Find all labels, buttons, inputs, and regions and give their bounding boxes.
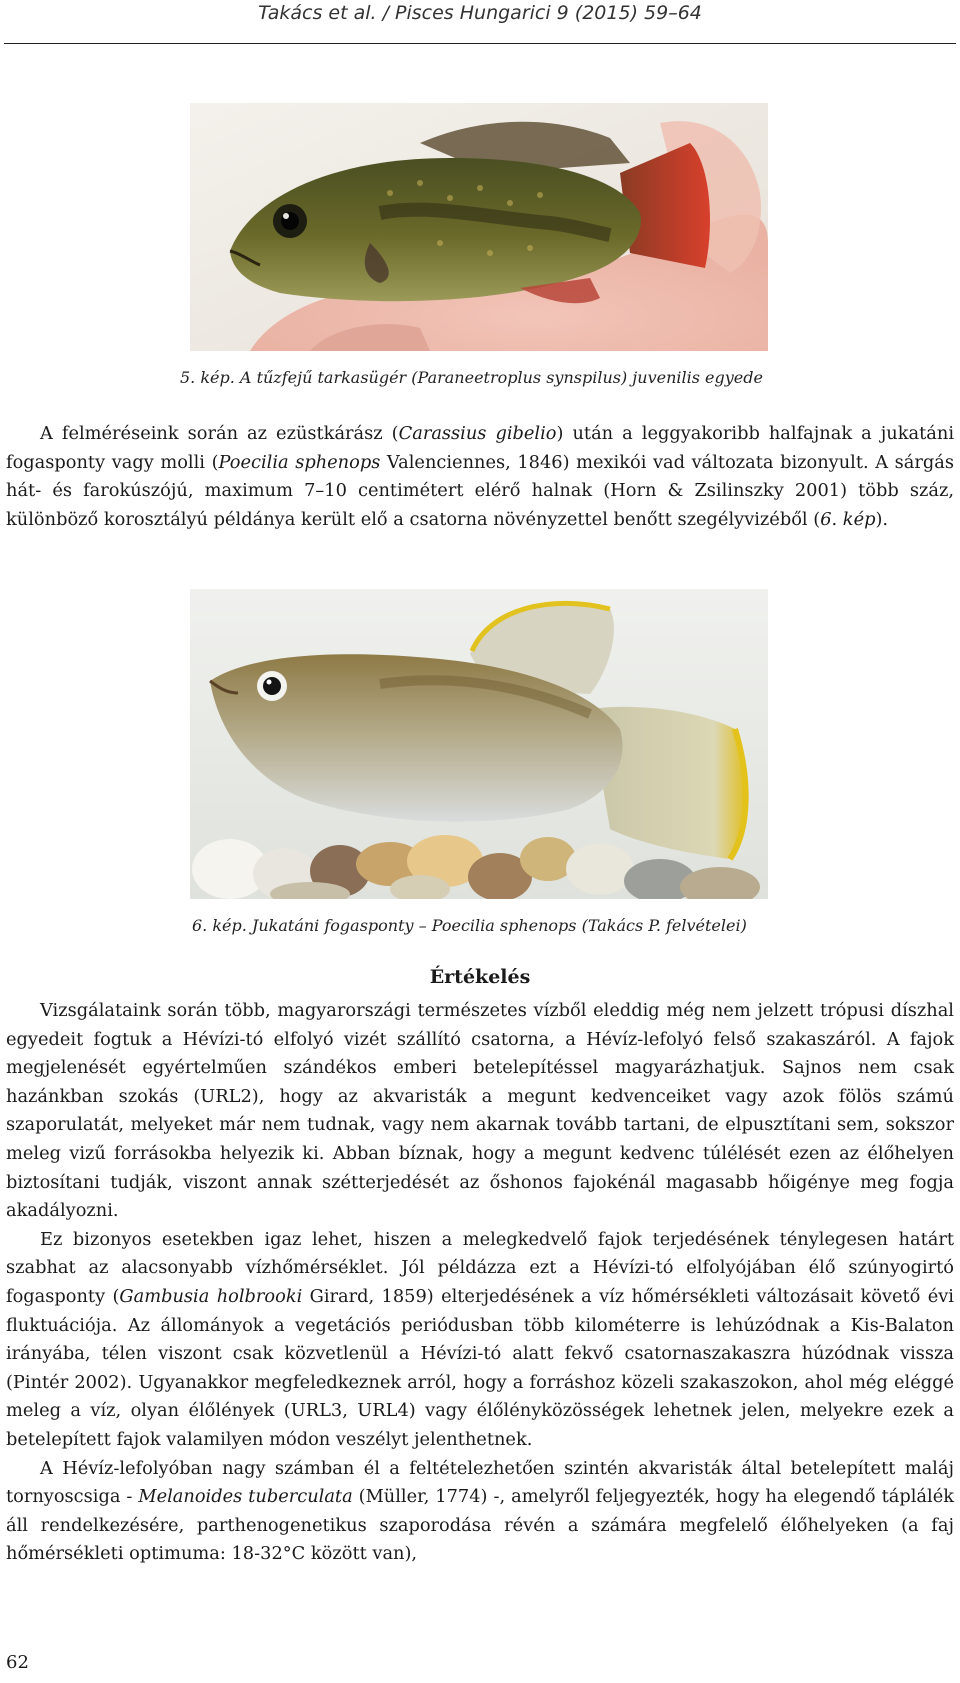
species-melanoides: Melanoides tuberculata xyxy=(138,1486,353,1508)
evaluation-paragraph-1: Vizsgálataink során több, magyarországi természetes vízből eleddig még nem jelzett trópusi díszhal egyedeit fogtuk a Hévízi-tó elfolyó vizét szállító csatorna, a Hévíz-lefolyó felső szakaszáról. A fajok megjelenését egyértelműen szándékos emberi betelepítéssel magyarázhatjuk. Sajnos nem csak hazánkban szokás (URL2), hogy az akvaristák a megunt kedvenceiket vagy azok fölös számú szaporulatát, melyeket már nem tudnak, vagy nem akarnak tovább tartani, de elpusztítani sem, sokszor meleg vizű forrásokba helyezik ki. Abban bíznak, hogy a megunt kedvenc túlélését ezen az élőhelyen biztosítani tudják, viszont annak szétterjedését az őshonos fajokénál magasabb hőigénye meg fogja akadályozni. xyxy=(6,1000,954,1222)
species-carassius: Carassius gibelio xyxy=(398,423,557,444)
figure-ref-6: 6. kép xyxy=(820,508,876,530)
intro-text-2: ) után a leggyakoribb halfajnak a jukatáni fogasponty vagy molli ( xyxy=(6,423,955,473)
running-head: Takács et al. / Pisces Hungarici 9 (2015) 59–64 xyxy=(258,2,702,24)
intro-text-1: A felméréseink során az ezüstkárász ( xyxy=(40,423,399,444)
species-gambusia: Gambusia holbrooki xyxy=(119,1285,303,1307)
p3-text-b: (Müller, 1774) -, amelyről feljegyezték, hogy ha elegendő táplálék áll rendelkezésére, parthenogenetikus szaporodása révén a számára megfelelő élőhelyeken (a faj hőmérsékleti optimuma: 18-32°C között van), xyxy=(6,1486,954,1565)
p2-text-a: Ez bizonyos esetekben igaz lehet, hiszen a melegkedvelő fajok terjedésének ténylegesen határt szabhat az alacsonyabb vízhőmérséklet. Jól példázza ezt a Hévízi-tó elfolyójában élő szúnyogirtó fogasponty ( xyxy=(6,1228,954,1307)
evaluation-paragraph-2 xyxy=(6,1226,954,1455)
molly-fish-image xyxy=(190,589,768,899)
species-poecilia: Poecilia sphenops xyxy=(218,451,381,473)
figure-5-photo xyxy=(190,103,768,351)
page-number: 62 xyxy=(6,1652,29,1673)
intro-text-3: Valenciennes, 1846) mexikói vad változata bizonyult. A sárgás hát- és farokúszójú, maximum 7–10 centimétert elérő halnak (Horn & Zsilinszky 2001) több száz, különböző korosztályú példánya került elő a csatorna növényzettel benőtt szegélyvizéből ( xyxy=(6,451,954,530)
figure-6-caption: 6. kép. Jukatáni fogasponty – Poecilia sphenops (Takács P. felvételei) xyxy=(192,916,747,935)
figure-5-caption: 5. kép. A tűzfejű tarkasügér (Paraneetroplus synspilus) juvenilis egyede xyxy=(180,368,763,387)
evaluation-paragraph-3 xyxy=(6,1455,954,1569)
figure-6-photo xyxy=(190,589,768,899)
section-title-ertekeles: Értékelés xyxy=(429,966,531,988)
header-rule xyxy=(4,43,956,44)
body-section-evaluation xyxy=(6,997,954,1569)
cichlid-fish-image xyxy=(190,103,768,351)
intro-text-4: ). xyxy=(875,508,889,530)
body-paragraph-intro xyxy=(6,420,954,534)
p3-text-a: A Hévíz-lefolyóban nagy számban él a feltételezhetően szintén akvaristák által betelepített maláj tornyoscsiga - xyxy=(6,1457,954,1508)
p2-text-b: Girard, 1859) elterjedésének a víz hőmérsékleti változásait követő évi fluktuációja. Az állományok a vegetációs periódusban több kilométerre is lehúzódnak a Kis-Balaton irányába, télen viszont csak közvetlenül a Hévízi-tó alatt fekvő csatornaszakaszra húzódnak vissza (Pintér 2002). Ugyanakkor megfeledkeznek arról, hogy a forráshoz közeli szakaszokon, ahol még eléggé meleg a víz, olyan élőlények (URL3, URL4) vagy élőlényközösségek lehetnek jelen, melyekre ezek a betelepített fajok valamilyen módon veszélyt jelenthetnek. xyxy=(6,1285,954,1450)
